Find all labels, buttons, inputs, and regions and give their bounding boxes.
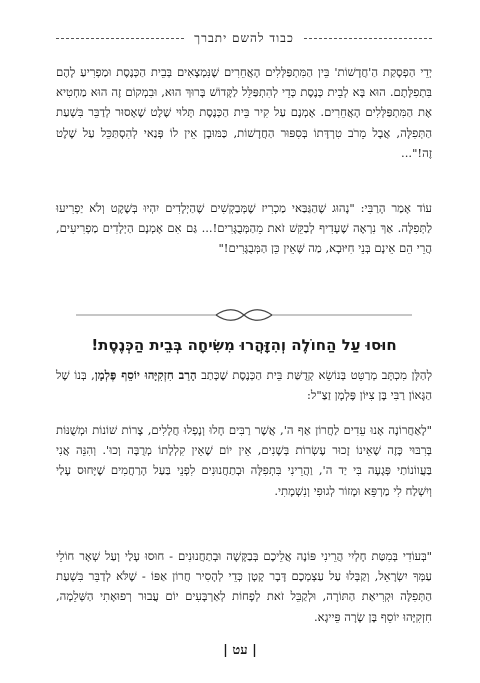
- paragraph-2-text: עוֹד אָמַר הָרַבִּי: "נָהוּג שֶׁהַגַּבַּאי מַכְרִיז שֶׁמְּבַקְשִׁים שֶׁהַיְלָדִים יִהְיוּ בְּשֶׁקֶט וְלֹא יַפְרִיעוּ לַתְּפִלָּה. אַךְ נִרְאֶה שֶׁעָדִיף לְבַקֵּשׁ זֹאת מֵהַמְּבֻגָּרִים!... גַּם אִם אָמְנָם הַיְלָדִים מַפְרִיעִים, הֲרֵי הֵם אֵינָם בְּנֵי חִיּוּבָא, מַה שֶּׁאֵין כֵּן הַמְּבֻגָּרִים!": [56, 201, 432, 256]
- section-heading: חוּסוּ עַל הַחוֹלֶה וְהִזָּהֲרוּ מִשִּׂיחָה בְּבֵית הַכְּנֶסֶת!: [91, 336, 397, 354]
- header-dashed-rule-left: [56, 38, 184, 39]
- running-header-title: כבוד להשם יתברך: [194, 30, 294, 45]
- letter-paragraph-2: "בְּעוֹדִי בְּמִטַּת חָלְיִי הֲרֵינִי פּוֹנֶה אֲלֵיכֶם בְּבַקָּשָׁה וּבְתַחֲנוּנִים - חוּסוּ עָלַי וְעַל שְׁאָר חוֹלֵי עַמְּךָ יִשְׂרָאֵל, וְקַבְּלוּ עַל עַצְמְכֶם דָּבָר קָטָן כְּדֵי לְהָסִיר חֲרוֹן אַפּוֹ - שֶׁלֹּא לְדַבֵּר בִּשְׁעַת הַתְּפִלָּה וּקְרִיאַת הַתּוֹרָה, וּלְקַבֵּל זֹאת לְפָחוֹת לְאַרְבָּעִים יוֹם עֲבוּר רְפוּאָתִי הַשְּׁלֵמָה, חִזְקִיָּהוּ יוֹסֵף בֶּן שָׂרָה פֵּייגָא.: [56, 549, 432, 624]
- paragraph-5: [56, 546, 432, 627]
- running-header: [56, 30, 432, 46]
- paragraph-1: [56, 62, 432, 163]
- page-number: | עט |: [223, 643, 257, 658]
- paragraph-3-text: [56, 365, 432, 405]
- paragraph-1-text: יְדֵי הַפְסָקַת הַ'חֲדָשׁוֹת' בֵּין הַמִּתְפַּלְּלִים הָאֲחֵרִים שֶׁנִּמְצָאִים בְּבֵית הַכְּנֶסֶת וּמַפְרִיעַ לָהֶם בִּתְפִלָּתָם. הוּא בָּא לְבֵית כְּנֶסֶת כְּדֵי לְהִתְפַּלֵּל לַקָּדוֹשׁ בָּרוּךְ הוּא, וּבִמְקוֹם זֶה הוּא מַחְטִיא אֶת הַמִּתְפַּלְּלִים הָאֲחֵרִים. אָמְנָם עַל קִיר בֵּית הַכְּנֶסֶת תָּלוּי שֶׁלֶט שֶׁאָסוּר לְדַבֵּר בִּשְׁעַת הַתְּפִלָּה, אֲבָל מֵרֹב טִרְדָּתוֹ בְּסִפּוּר הַחֲדָשׁוֹת, כַּמּוּבָן אֵין לוֹ פְּנַאי לְהִסְתַּכֵּל עַל שֶׁלֶט זֶה!"...: [56, 65, 432, 160]
- paragraph-3: [56, 365, 432, 405]
- intro-tail: , בְּנוֹ שֶׁל הַגָּאוֹן רַבִּי בֶּן צִיּוֹן פֶּלְמָן זַצַ"ל:: [56, 368, 432, 403]
- paragraph-4: [56, 420, 432, 501]
- paragraph-2: [56, 198, 432, 259]
- author-name: הָרַב חִזְקִיָּהוּ יוֹסֵף פֶּלְמָן: [94, 368, 197, 382]
- section-divider-ornament: [56, 306, 432, 324]
- letter-paragraph-1: "לָאַחֲרוֹנָה אָנוּ עֵדִים לַחֲרוֹן אַף ה', אֲשֶׁר רַבִּים חָלוּ וְנָפְלוּ חֲלָלִים, צָרוֹת שׁוֹנוֹת וּמְשֻׁנּוֹת בְּרִבּוּי כָּזֶה שֶׁאֵינוֹ זָכוּר עֶשְׂרוֹת בְּשָׁנִים, אֵין יוֹם שֶׁאֵין קִלְלָתוֹ מְרֻבָּה וְכוּ'. וְהִנֵּה אֲנִי בַּעֲווֹנוֹתַי פְּגָעָה בִּי יַד ה', וַהֲרֵינִי בִּתְפִלָּה וּבְתַחֲנוּנִים לִפְנֵי בַּעַל הָרַחֲמִים שֶׁיָּחוּס עָלַי וְיִשְׁלַח לִי מַרְפֵּא וּמָזוֹר לְגוּפִי וְנִשְׁמָתִי.: [56, 423, 432, 498]
- header-dashed-rule-right: [304, 38, 432, 39]
- intro-text: לְהַלָּן מִכְתָּב מְרַטֵּט בְּנוֹשֵׂא קְדֻשַּׁת בֵּית הַכְּנֶסֶת שֶׁכָּתַב: [201, 368, 433, 382]
